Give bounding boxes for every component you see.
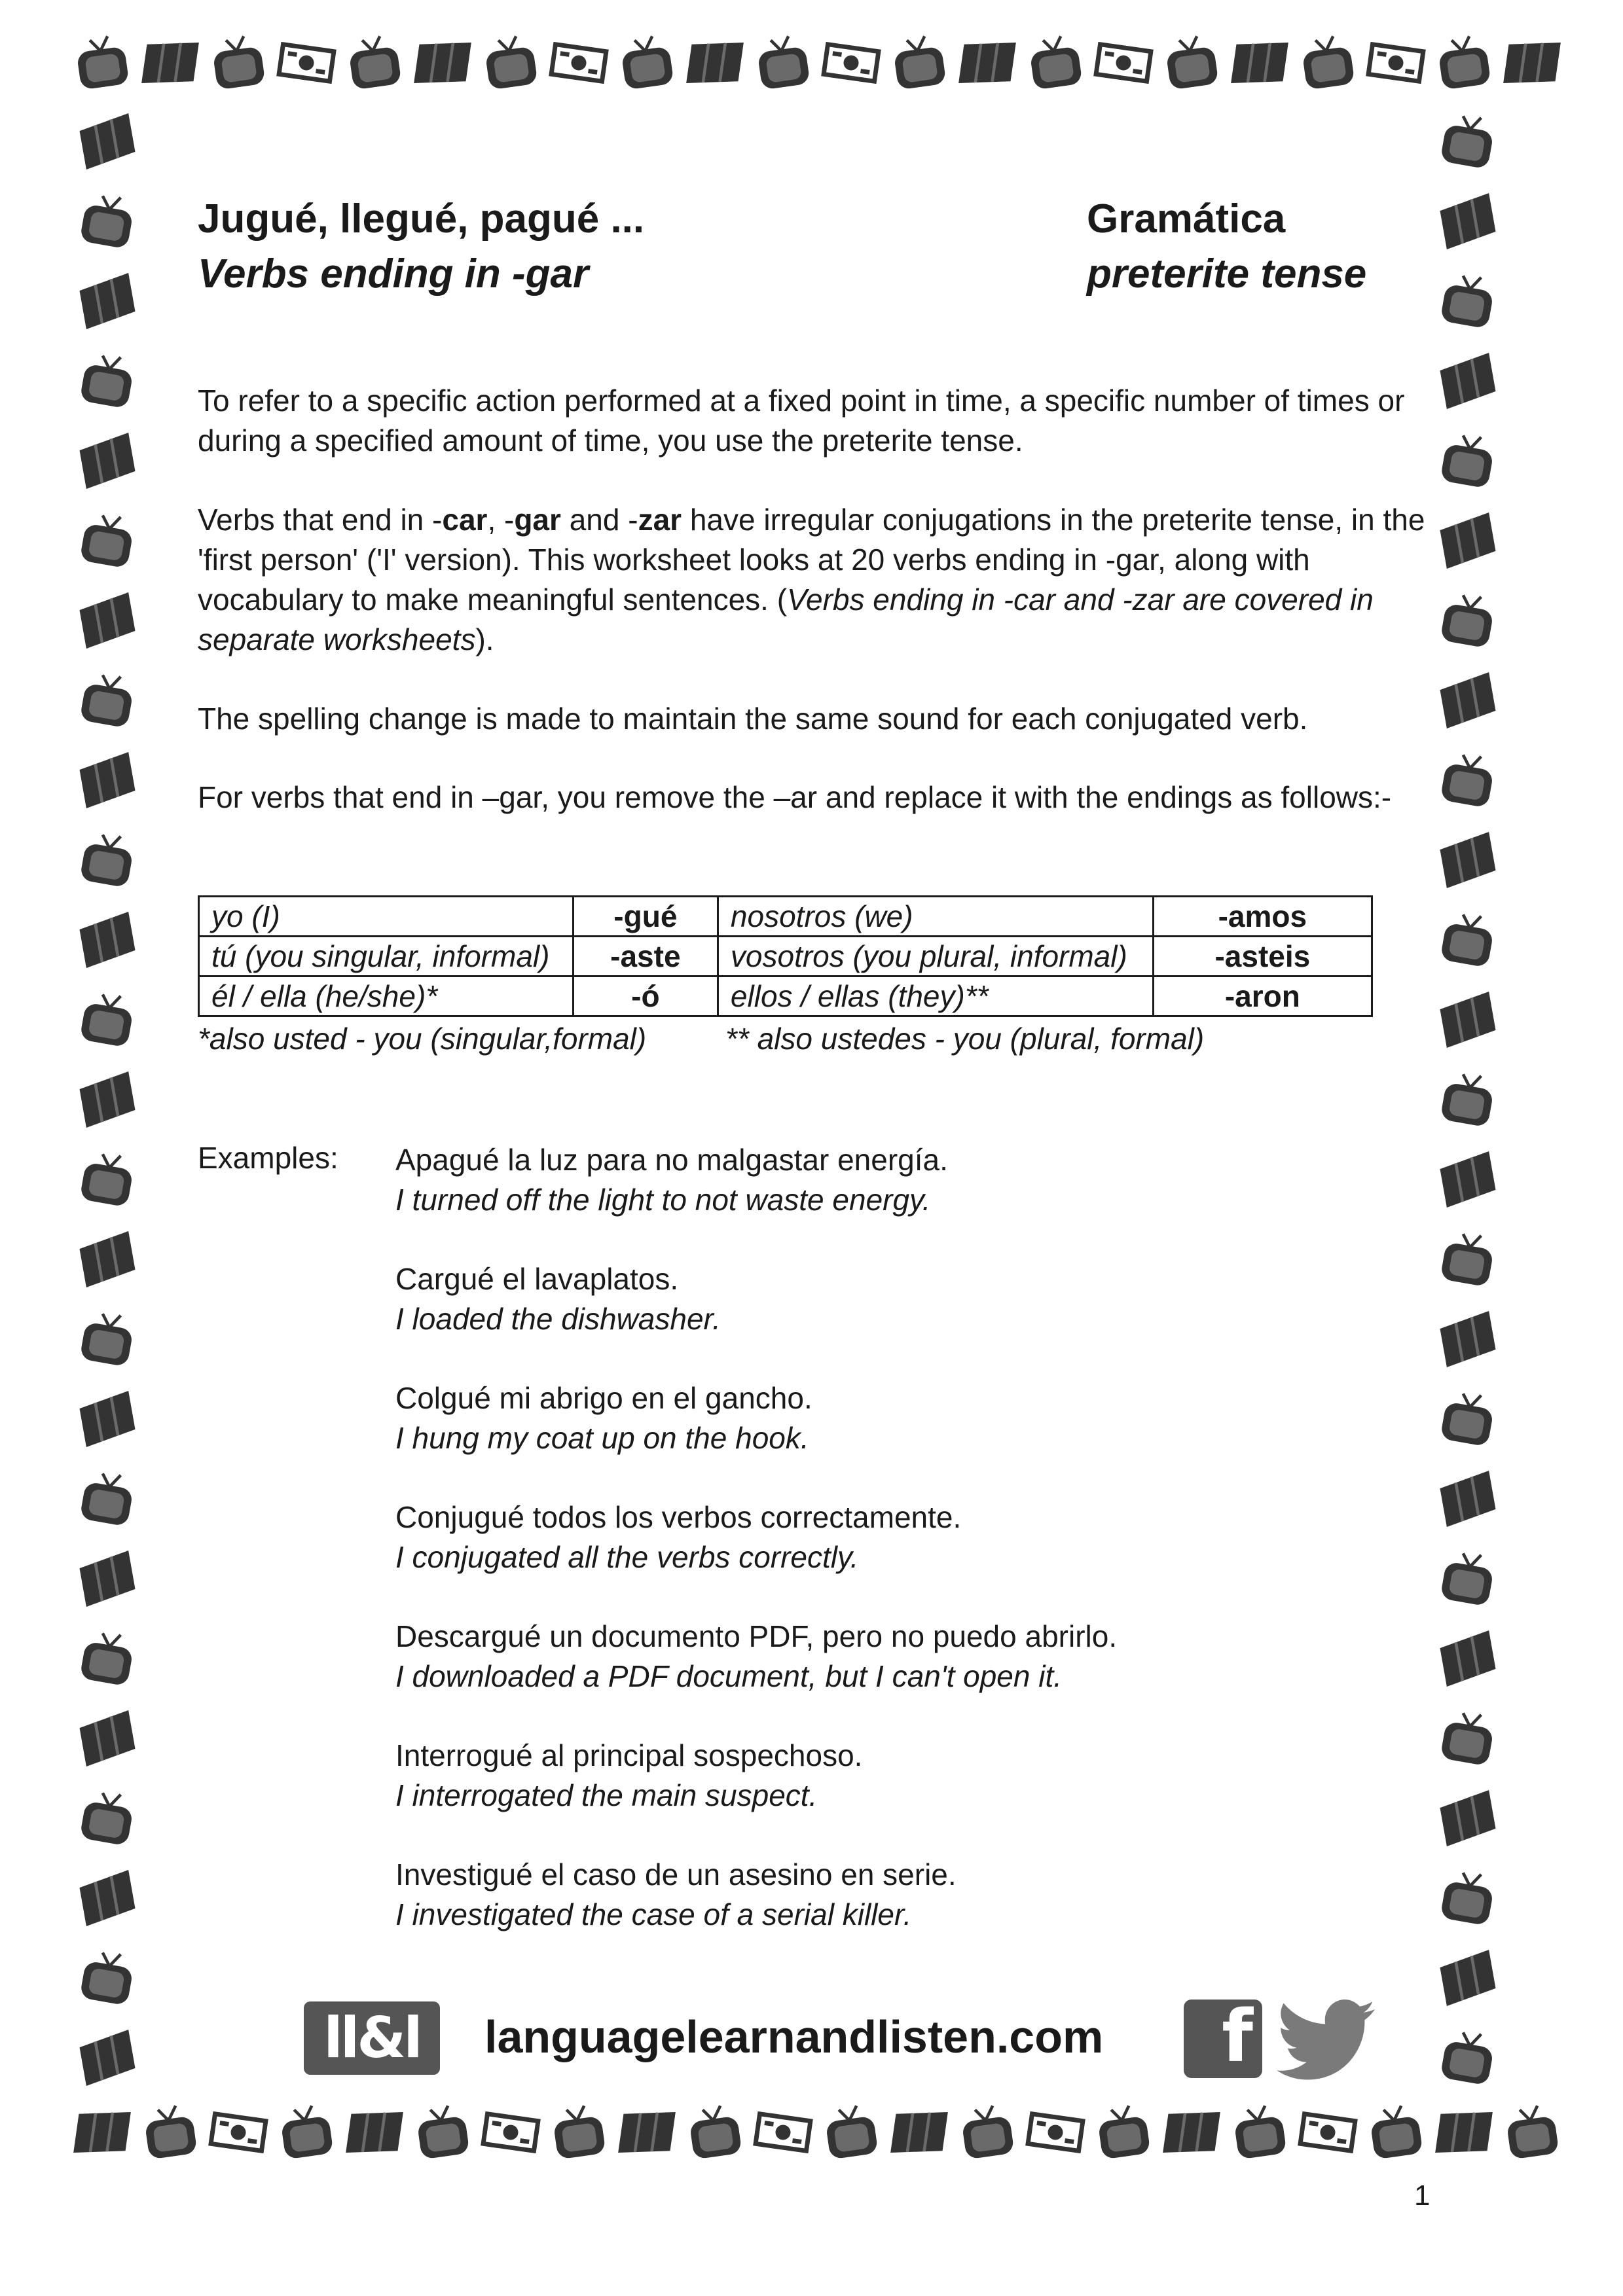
examples-label: Examples: (198, 1141, 338, 1175)
tv-icon (73, 1784, 143, 1854)
tv-icon (545, 2098, 613, 2166)
flag-icon (409, 29, 477, 97)
pronoun-cell: nosotros (we) (718, 897, 1153, 937)
example-english: I investigated the case of a serial killer. (395, 1897, 912, 1931)
example-spanish: Investigué el caso de un asesino en serie. (395, 1857, 957, 1892)
tv-icon (1294, 29, 1362, 97)
money-icon (817, 29, 885, 97)
flag-icon (1433, 985, 1503, 1055)
footnote-ustedes: ** also ustedes - you (plural, formal) (725, 1022, 1205, 1056)
money-icon (749, 2098, 817, 2166)
tv-icon (477, 29, 545, 97)
flag-icon (953, 29, 1021, 97)
flag-icon (1498, 29, 1566, 97)
example-spanish: Cargué el lavaplatos. (395, 1262, 679, 1296)
flag-icon (1433, 1464, 1503, 1534)
example-english: I downloaded a PDF document, but I can't open it. (395, 1659, 1063, 1693)
tv-icon (204, 29, 272, 97)
page-number: 1 (1414, 2179, 1431, 2212)
list-item (395, 1617, 1377, 1736)
website-link[interactable]: languagelearnandlisten.com (484, 2011, 1104, 2062)
flag-icon (73, 266, 143, 336)
examples-list (395, 1140, 1377, 1974)
tv-icon (73, 1943, 143, 2013)
tv-icon (1433, 1863, 1503, 1933)
worksheet-title: Jugué, llegué, pagué ... (198, 196, 645, 242)
pronoun-cell: yo (I) (199, 897, 574, 937)
money-icon (545, 29, 613, 97)
tv-icon (1433, 745, 1503, 816)
tv-icon (1021, 29, 1089, 97)
tv-icon (409, 2098, 477, 2166)
money-icon (1294, 2098, 1362, 2166)
facebook-icon[interactable]: f (1184, 2000, 1262, 2078)
tv-icon (73, 346, 143, 416)
flag-icon (1433, 506, 1503, 576)
list-item (395, 1736, 1377, 1855)
tv-icon (68, 29, 136, 97)
flag-icon (73, 1544, 143, 1614)
tv-icon (1433, 1225, 1503, 1295)
intro-paragraph-4: For verbs that end in –gar, you remove the –ar and replace it with the endings as follows:- (198, 780, 1392, 814)
ending-cell: -asteis (1153, 937, 1372, 977)
flag-icon (73, 905, 143, 975)
flag-icon (1433, 666, 1503, 736)
tv-icon (272, 2098, 340, 2166)
flag-icon (885, 2098, 953, 2166)
flag-icon (73, 1225, 143, 1295)
flag-icon (1226, 29, 1294, 97)
flag-icon (340, 2098, 409, 2166)
ending-cell: -gué (573, 897, 718, 937)
tv-icon (1362, 2098, 1430, 2166)
example-english: I interrogated the main suspect. (395, 1778, 818, 1812)
tv-icon (1433, 2023, 1503, 2093)
flag-icon (73, 2023, 143, 2093)
flag-icon (136, 29, 204, 97)
tv-icon (1433, 1384, 1503, 1454)
flag-icon (1433, 187, 1503, 257)
flag-icon (1433, 1304, 1503, 1374)
flag-icon (73, 586, 143, 656)
tv-icon (681, 2098, 749, 2166)
example-spanish: Interrogué al principal sospechoso. (395, 1738, 863, 1772)
flag-icon (73, 1065, 143, 1135)
table-row (199, 937, 1372, 977)
category-subtitle: preterite tense (1087, 251, 1367, 296)
table-row (199, 897, 1372, 937)
tv-icon (73, 1464, 143, 1534)
tv-icon (1433, 107, 1503, 177)
tv-icon (1433, 586, 1503, 656)
tv-icon (953, 2098, 1021, 2166)
tv-icon (1430, 29, 1498, 97)
flag-icon (73, 426, 143, 496)
ending-cell: -ó (573, 977, 718, 1016)
flag-icon (1158, 2098, 1226, 2166)
tv-icon (73, 985, 143, 1055)
money-icon (477, 2098, 545, 2166)
tv-icon (817, 2098, 885, 2166)
example-english: I loaded the dishwasher. (395, 1302, 721, 1336)
tv-icon (1433, 1544, 1503, 1614)
tv-icon (73, 1304, 143, 1374)
list-item (395, 1855, 1377, 1974)
money-icon (1021, 2098, 1089, 2166)
tv-icon (1498, 2098, 1566, 2166)
conjugation-table (198, 895, 1373, 1017)
pronoun-cell: vosotros (you plural, informal) (718, 937, 1153, 977)
flag-icon (1433, 1943, 1503, 2013)
ending-cell: -aste (573, 937, 718, 977)
example-english: I turned off the light to not waste energy. (395, 1183, 931, 1217)
intro-paragraph-3: The spelling change is made to maintain the same sound for each conjugated verb. (198, 702, 1308, 736)
site-logo: ll&l (304, 2001, 440, 2075)
flag-icon (73, 745, 143, 816)
money-icon (272, 29, 340, 97)
tv-icon (73, 825, 143, 895)
example-spanish: Colgué mi abrigo en el gancho. (395, 1381, 812, 1415)
list-item (395, 1498, 1377, 1617)
table-row (199, 977, 1372, 1016)
example-english: I hung my coat up on the hook. (395, 1421, 809, 1455)
tv-icon (136, 2098, 204, 2166)
tv-icon (73, 1145, 143, 1215)
example-english: I conjugated all the verbs correctly. (395, 1540, 859, 1574)
tv-icon (1433, 266, 1503, 336)
money-icon (204, 2098, 272, 2166)
tv-icon (749, 29, 817, 97)
flag-icon (1430, 2098, 1498, 2166)
list-item (395, 1259, 1377, 1378)
tv-icon (885, 29, 953, 97)
tv-icon (613, 29, 681, 97)
flag-icon (1433, 1145, 1503, 1215)
money-icon (1362, 29, 1430, 97)
flag-icon (68, 2098, 136, 2166)
tv-icon (1158, 29, 1226, 97)
tv-icon (1226, 2098, 1294, 2166)
flag-icon (613, 2098, 681, 2166)
intro-paragraph-2: Verbs that end in -car, -gar and -zar have irregular conjugations in the preterite tense, in the 'first person' ('I' version). This worksheet looks at 20 verbs ending in -gar, along with vocabulary to make meaningful sentences. (Verbs ending in -car and -zar are covered in separate worksheets). (198, 503, 1425, 656)
flag-icon (73, 107, 143, 177)
flag-icon (1433, 1624, 1503, 1694)
category-title: Gramática (1087, 196, 1286, 242)
flag-icon (1433, 1784, 1503, 1854)
flag-icon (1433, 346, 1503, 416)
flag-icon (1433, 825, 1503, 895)
intro-paragraph-1: To refer to a specific action performed at a fixed point in time, a specific number of times or during a specified amount of time, you use the preterite tense. (198, 384, 1405, 457)
tv-icon (1433, 1704, 1503, 1774)
tv-icon (73, 666, 143, 736)
example-spanish: Conjugué todos los verbos correctamente. (395, 1500, 962, 1534)
twitter-icon[interactable] (1277, 2000, 1375, 2081)
ending-cell: -amos (1153, 897, 1372, 937)
tv-icon (73, 506, 143, 576)
pronoun-cell: tú (you singular, informal) (199, 937, 574, 977)
tv-icon (1433, 905, 1503, 975)
tv-icon (73, 187, 143, 257)
worksheet-subtitle: Verbs ending in -gar (198, 251, 589, 296)
example-spanish: Apagué la luz para no malgastar energía. (395, 1143, 948, 1177)
tv-icon (1433, 426, 1503, 496)
tv-icon (1089, 2098, 1158, 2166)
money-icon (1089, 29, 1158, 97)
tv-icon (73, 1624, 143, 1694)
pronoun-cell: él / ella (he/she)* (199, 977, 574, 1016)
list-item (395, 1378, 1377, 1498)
flag-icon (73, 1704, 143, 1774)
flag-icon (681, 29, 749, 97)
example-spanish: Descargué un documento PDF, pero no puedo abrirlo. (395, 1619, 1118, 1653)
pronoun-cell: ellos / ellas (they)** (718, 977, 1153, 1016)
footnote-usted: *also usted - you (singular,formal) (198, 1022, 647, 1056)
tv-icon (340, 29, 409, 97)
ending-cell: -aron (1153, 977, 1372, 1016)
flag-icon (73, 1384, 143, 1454)
list-item (395, 1140, 1377, 1259)
flag-icon (73, 1863, 143, 1933)
tv-icon (1433, 1065, 1503, 1135)
